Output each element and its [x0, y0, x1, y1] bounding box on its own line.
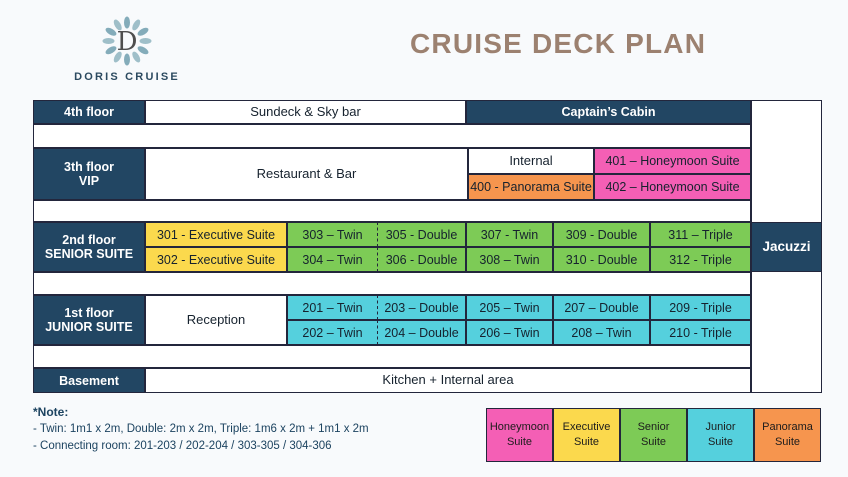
room-310: 310 - Double — [553, 247, 650, 272]
legend-label: Suite — [640, 436, 667, 448]
note-line-connecting: - Connecting room: 201-203 / 202-204 / 303-305 / 304-306 — [33, 440, 332, 452]
kitchen-internal-cell: Kitchen + Internal area — [145, 368, 751, 393]
reception-cell: Reception — [145, 295, 287, 345]
legend-senior-suite — [620, 408, 687, 462]
room-400: 400 - Panorama Suite — [468, 174, 594, 200]
corridor-row-3 — [33, 272, 751, 295]
room-303: 303 – Twin — [287, 222, 377, 247]
logo-letter: D — [116, 27, 138, 57]
floor1-label-line1: 1st floor — [64, 306, 114, 320]
brand-name: DORIS CRUISE — [74, 71, 180, 83]
legend-label: Honeymoon — [489, 420, 550, 433]
page-title: CRUISE DECK PLAN — [410, 28, 707, 59]
legend-label: Suite — [573, 436, 600, 448]
room-402: 402 – Honeymoon Suite — [594, 174, 751, 200]
room-304: 304 – Twin — [287, 247, 377, 272]
legend-label: Suite — [774, 436, 801, 448]
legend-label: Suite — [707, 436, 734, 448]
jacuzzi-cell: Jacuzzi — [751, 222, 822, 272]
room-307: 307 - Twin — [466, 222, 553, 247]
floor2-label-line1: 2nd floor — [62, 233, 116, 247]
room-207: 207 – Double — [553, 295, 650, 320]
room-202: 202 – Twin — [287, 320, 377, 345]
corridor-row-1 — [33, 124, 751, 148]
note-line-sizes: - Twin: 1m1 x 2m, Double: 2m x 2m, Triple: 1m6 x 2m + 1m1 x 2m — [33, 423, 369, 435]
legend-label: Junior — [705, 420, 736, 433]
doris-cruise-logo-icon — [95, 9, 159, 73]
legend-executive-suite — [553, 408, 620, 462]
room-306: 306 - Double — [377, 247, 466, 272]
restaurant-bar-cell: Restaurant & Bar — [145, 148, 468, 200]
legend-junior-suite — [687, 408, 754, 462]
room-203: 203 – Double — [377, 295, 466, 320]
floor1-label-line2: JUNIOR SUITE — [45, 320, 133, 334]
floor2-label-line2: SENIOR SUITE — [44, 247, 134, 261]
room-311: 311 – Triple — [650, 222, 751, 247]
internal-cell: Internal — [468, 148, 594, 174]
room-401: 401 – Honeymoon Suite — [594, 148, 751, 174]
legend-label: Panorama — [762, 420, 813, 433]
corridor-row-4 — [33, 345, 751, 368]
basement-label: Basement — [33, 368, 145, 393]
room-308: 308 – Twin — [466, 247, 553, 272]
captains-cabin-cell: Captain’s Cabin — [466, 100, 751, 124]
floor3-label-line2: VIP — [78, 174, 100, 188]
note-heading: *Note: — [33, 405, 69, 419]
room-201: 201 – Twin — [287, 295, 377, 320]
legend-label: Suite — [506, 436, 533, 448]
floor4-label: 4th floor — [33, 100, 145, 124]
room-302: 302 - Executive Suite — [145, 247, 287, 272]
legend-honeymoon-suite — [486, 408, 553, 462]
notes-block — [33, 404, 369, 455]
floor2-label — [33, 222, 145, 272]
room-205: 205 – Twin — [466, 295, 553, 320]
legend-label: Executive — [562, 420, 611, 433]
room-206: 206 – Twin — [466, 320, 553, 345]
floor3-label — [33, 148, 145, 200]
floor1-label — [33, 295, 145, 345]
floor3-label-line1: 3th floor — [64, 160, 114, 174]
room-305: 305 - Double — [377, 222, 466, 247]
room-208: 208 – Twin — [553, 320, 650, 345]
corridor-row-2 — [33, 200, 751, 222]
room-312: 312 - Triple — [650, 247, 751, 272]
legend-label: Senior — [637, 420, 670, 433]
sundeck-skybar-cell: Sundeck & Sky bar — [145, 100, 466, 124]
legend-panorama-suite — [754, 408, 821, 462]
room-210: 210 - Triple — [650, 320, 751, 345]
room-209: 209 - Triple — [650, 295, 751, 320]
room-309: 309 - Double — [553, 222, 650, 247]
room-204: 204 – Double — [377, 320, 466, 345]
room-301: 301 - Executive Suite — [145, 222, 287, 247]
